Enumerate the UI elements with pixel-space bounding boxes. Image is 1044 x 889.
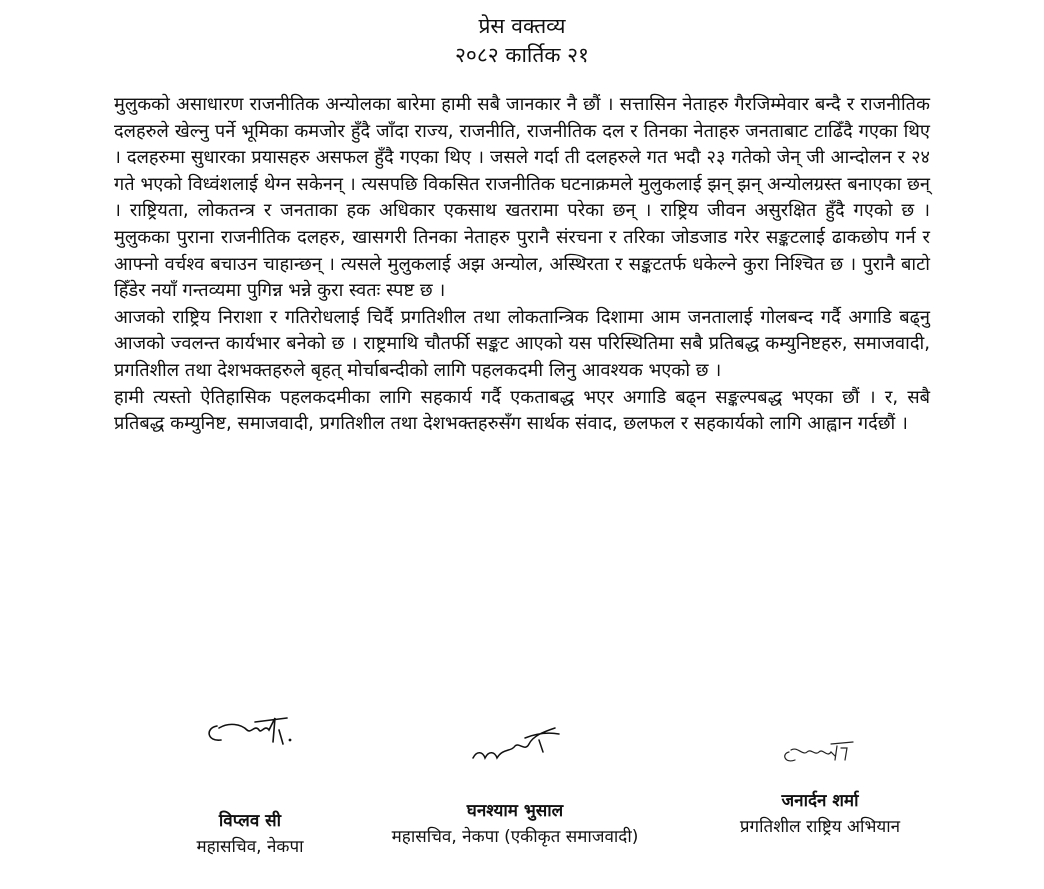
paragraph-1: मुलुकको असाधारण राजनीतिक अन्योलका बारेमा हामी सबै जानकार नै छौं । सत्तासिन नेताहरु गैरजिम्मेवार बन्दै र राजनीतिक दलहरुले खेल्नु पर्ने भूमिका कमजोर हुँदै जाँदा राज्य, राजनीति, राजनीतिक दल र तिनका नेताहरु जनताबाट टाढिँदै गएका थिए । दलहरुमा सुधारका प्रयासहरु असफल हुँदै गएका थिए । जसले गर्दा ती दलहरुले गत भदौ २३ गतेको जेन् जी आन्दोलन र २४ गते भएको विध्वंशलाई थेग्न सकेनन् । त्यसपछि विकसित राजनीतिक घटनाक्रमले मुलुकलाई झन् झन् अन्योलग्रस्त बनाएका छन् । राष्ट्रियता, लोकतन्त्र र जनताका हक अधिकार एकसाथ खतरामा परेका छन् । राष्ट्रिय जीवन असुरक्षित हुँदै गएको छ । मुलुकका पुराना राजनीतिक दलहरु, खासगरी तिनका नेताहरु पुरानै संरचना र तरिका जोडजाड गरेर सङ्कटलाई ढाकछोप गर्न र आफ्नो वर्चश्व बचाउन चाहान्छन् । त्यसले मुलुकलाई अझ अन्योल, अस्थिरता र सङ्कटतर्फ धकेल्ने कुरा निश्चित छ । पुरानै बाटो हिँडेर नयाँ गन्तव्यमा पुगिन्न भन्ने कुरा स्वतः स्पष्ट छ ।	[114, 94, 930, 302]
handwritten-signature-3	[775, 734, 865, 768]
handwritten-signature-1	[195, 700, 305, 760]
document-date: २०८२ कार्तिक २१	[455, 43, 589, 67]
signatory-2-title: महासचिव, नेकपा (एकीकृत समाजवादी)	[391, 827, 639, 847]
paragraph-3: हामी त्यस्तो ऐतिहासिक पहलकदमीका लागि सहकार्य गर्दै एकताबद्ध भएर अगाडि बढ्न सङ्कल्पबद्ध भएका छौं । र, सबै प्रतिबद्ध कम्युनिष्ट, समाजवादी, प्रगतिशील तथा देशभक्तहरुसँग सार्थक संवाद, छलफल र सहकार्यको लागि आह्वान गर्दछौं ।	[114, 386, 930, 435]
signatory-3-name: जनार्दन शर्मा	[781, 791, 859, 811]
signatory-1	[170, 700, 330, 860]
signatory-2	[350, 722, 680, 850]
statement-body	[114, 92, 930, 438]
document-title: प्रेस वक्तव्य	[478, 14, 566, 38]
signatory-3-title: प्रगतिशील राष्ट्रिय अभियान	[739, 817, 901, 837]
signatory-1-name: विप्लव सी	[218, 811, 282, 831]
signatory-2-name: घनश्याम भुसाल	[466, 801, 564, 821]
paragraph-2: आजको राष्ट्रिय निराशा र गतिरोधलाई चिर्दै प्रगतिशील तथा लोकतान्त्रिक दिशामा आम जनतालाई गोलबन्द गर्दै अगाडि बढ्नु आजको ज्वलन्त कार्यभार बनेको छ । राष्ट्रमाथि चौतर्फी सङ्कट आएको यस परिस्थितिमा सबै प्रतिबद्ध कम्युनिष्टहरु, समाजवादी, प्रगतिशील तथा देशभक्तहरुले बृहत् मोर्चाबन्दीको लागि पहलकदमी लिनु आवश्यक भएको छ ।	[114, 306, 930, 381]
signatory-3	[705, 734, 935, 840]
handwritten-signature-2	[455, 722, 575, 766]
signatory-1-title: महासचिव, नेकपा	[196, 837, 304, 857]
document-header	[0, 12, 1044, 70]
